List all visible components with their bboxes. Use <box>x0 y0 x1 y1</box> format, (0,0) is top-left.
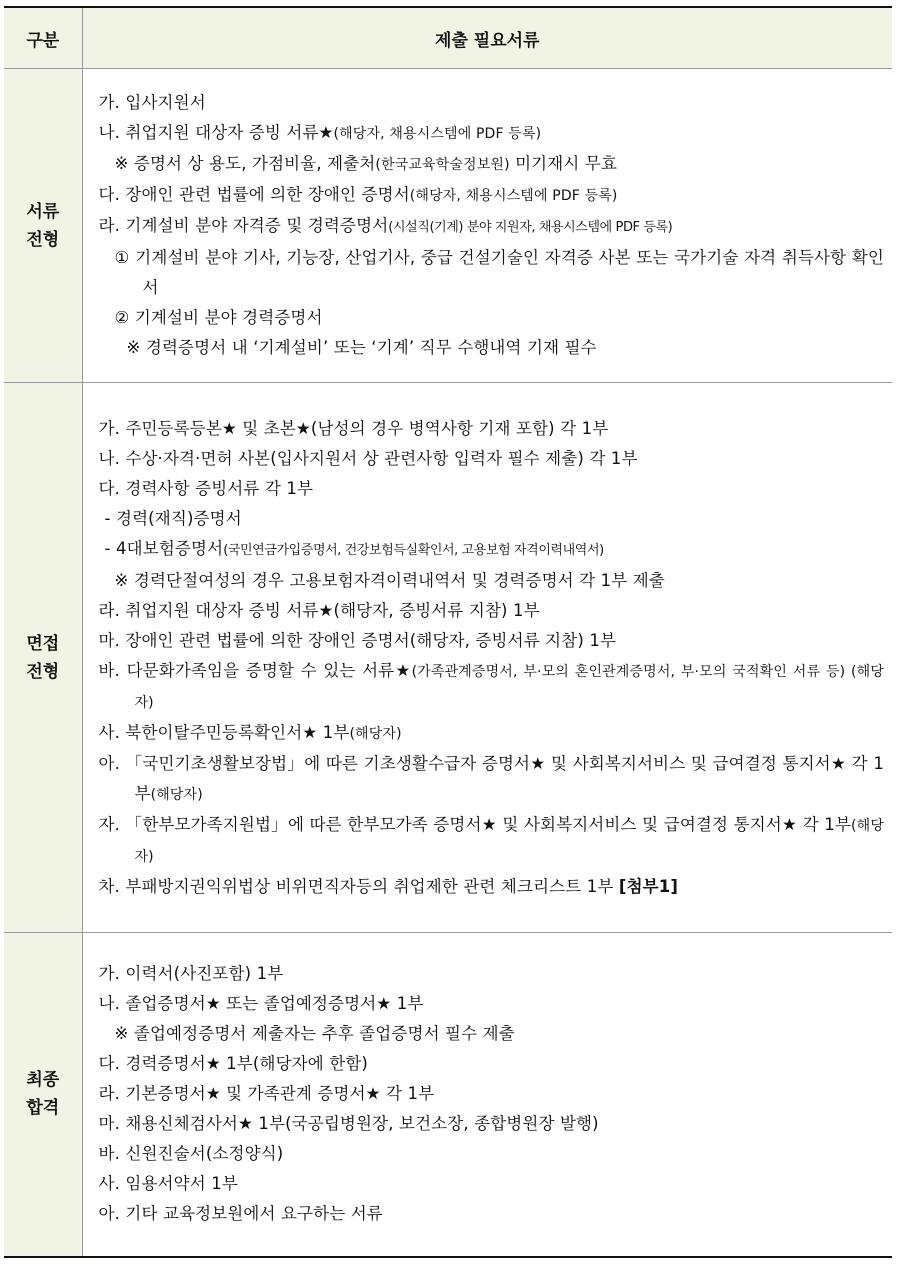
list-item: 마. 장애인 관련 법률에 의한 장애인 증명서(해당자, 증빙서류 지참) 1부 <box>98 630 617 650</box>
list-item: 나. 졸업증명서★ 또는 졸업예정증명서★ 1부 <box>98 994 424 1014</box>
list-item: 다. 경력증명서★ 1부(해당자에 한함) <box>98 1054 369 1074</box>
list-item: 나. 수상·자격·면허 사본(입사지원서 상 관련사항 입력자 필수 제출) 각 1부 <box>98 448 638 468</box>
list-item: 다. 경력사항 증빙서류 각 1부 <box>98 478 314 498</box>
list-subitem: - 4대보험증명서(국민연금가입증명서, 건강보험득실확인서, 고용보험 자격이력내역서) <box>104 538 604 558</box>
documents-cell <box>82 383 892 933</box>
list-item: 차. 부패방지권익위법상 비위면직자등의 취업제한 관련 체크리스트 1부 [첨부1] <box>98 876 679 896</box>
table-row <box>4 933 892 1257</box>
list-item: 라. 기본증명서★ 및 가족관계 증명서★ 각 1부 <box>98 1084 435 1104</box>
list-item: 아. 기타 교육정보원에서 요구하는 서류 <box>98 1204 383 1224</box>
list-item: 나. 취업지원 대상자 증빙 서류★(해당자, 채용시스템에 PDF 등록) <box>98 123 542 142</box>
header-documents: 제출 필요서류 <box>82 7 892 69</box>
category-cell: 최종 합격 <box>4 933 82 1257</box>
category-cell: 면접 전형 <box>4 383 82 933</box>
table-header-row <box>4 7 892 69</box>
note-item: ※ 증명서 상 용도, 가점비율, 제출처(한국교육학술정보원) 미기재시 무효 <box>114 154 618 173</box>
list-item: 가. 주민등록등본★ 및 초본★(남성의 경우 병역사항 기재 포함) 각 1부 <box>98 418 609 438</box>
table-row <box>4 383 892 933</box>
attachment-ref: [첨부1] <box>618 876 679 896</box>
note-item: ※ 경력단절여성의 경우 고용보험자격이력내역서 및 경력증명서 각 1부 제출 <box>114 570 665 590</box>
list-item: 바. 신원진술서(소정양식) <box>98 1144 284 1164</box>
list-item: 가. 입사지원서 <box>98 93 206 112</box>
list-item: 바. 다문화가족임을 증명할 수 있는 서류★(가족관계증명서, 부·모의 혼인관계증명서, 부·모의 국적확인 서류 등) (해당자) <box>98 660 884 711</box>
note-item: ※ 졸업예정증명서 제출자는 추후 졸업증명서 필수 제출 <box>114 1024 515 1044</box>
table-row <box>4 69 892 383</box>
note-item: ※ 경력증명서 내 ‘기계설비’ 또는 ‘기계’ 직무 수행내역 기재 필수 <box>126 338 597 357</box>
category-cell: 서류 전형 <box>4 69 82 383</box>
documents-cell <box>82 69 892 383</box>
list-item: 사. 북한이탈주민등록확인서★ 1부(해당자) <box>98 722 402 742</box>
list-item: 라. 기계설비 분야 자격증 및 경력증명서(시설직(기계) 분야 지원자, 채용시스템에 PDF 등록) <box>98 216 673 235</box>
list-subitem: ① 기계설비 분야 기사, 기능장, 산업기사, 중급 건설기술인 자격증 사본 또는 국가기술 자격 취득사항 확인서 <box>114 248 884 297</box>
documents-cell <box>82 933 892 1257</box>
required-documents-table <box>4 6 892 1258</box>
list-item: 자. 「한부모가족지원법」에 따른 한부모가족 증명서★ 및 사회복지서비스 및 급여결정 통지서★ 각 1부(해당자) <box>98 814 884 865</box>
list-item: 사. 임용서약서 1부 <box>98 1174 238 1194</box>
list-subitem: ② 기계설비 분야 경력증명서 <box>114 308 323 327</box>
list-item: 가. 이력서(사진포함) 1부 <box>98 964 284 984</box>
list-subitem: - 경력(재직)증명서 <box>104 508 242 528</box>
header-category: 구분 <box>4 7 82 69</box>
list-item: 아. 「국민기초생활보장법」에 따른 기초생활수급자 증명서★ 및 사회복지서비스 및 급여결정 통지서★ 각 1부(해당자) <box>98 753 884 803</box>
list-item: 다. 장애인 관련 법률에 의한 장애인 증명서(해당자, 채용시스템에 PDF 등록) <box>98 185 618 204</box>
list-item: 마. 채용신체검사서★ 1부(국공립병원장, 보건소장, 종합병원장 발행) <box>98 1114 599 1134</box>
list-item: 라. 취업지원 대상자 증빙 서류★(해당자, 증빙서류 지참) 1부 <box>98 600 540 620</box>
